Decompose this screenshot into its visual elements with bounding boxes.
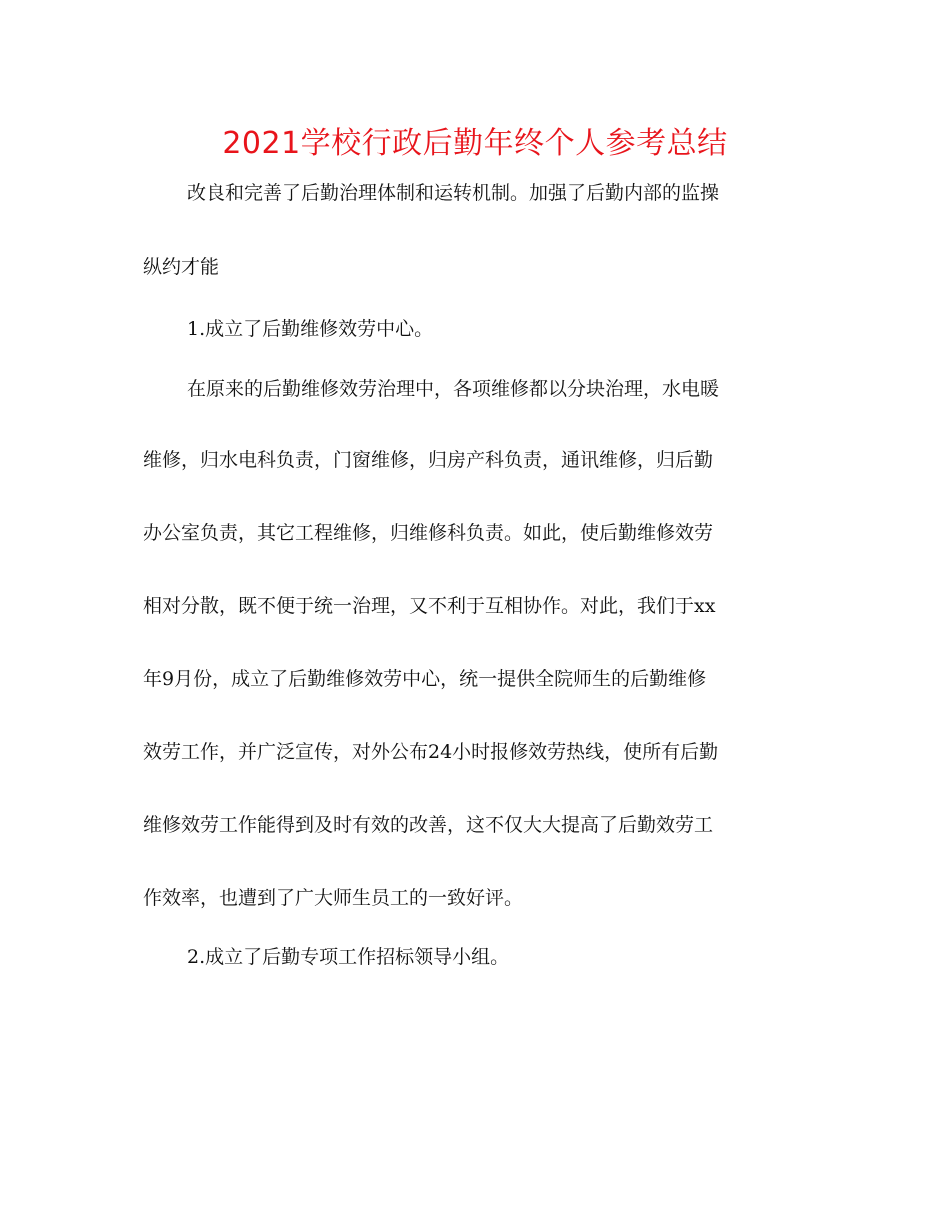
paragraph-line: 办公室负责，其它工程维修，归维修科负责。如此，使后勤维修效劳 (143, 522, 714, 544)
paragraph-line: 维修效劳工作能得到及时有效的改善，这不仅大大提高了后勤效劳工 (143, 814, 714, 836)
paragraph-line: 相对分散，既不便于统一治理，又不利于互相协作。对此，我们于xx (143, 595, 716, 617)
paragraph-line: 纵约才能 (143, 256, 220, 278)
paragraph-line: 维修，归水电科负责，门窗维修，归房产科负责，通讯维修，归后勤 (143, 449, 714, 471)
document-title: 2021学校行政后勤年终个人参考总结 (222, 126, 728, 161)
paragraph-line: 2.成立了后勤专项工作招标领导小组。 (187, 946, 510, 968)
paragraph-line: 作效率，也遭到了广大师生员工的一致好评。 (143, 887, 524, 909)
paragraph-line: 改良和完善了后勤治理体制和运转机制。加强了后勤内部的监操 (187, 182, 720, 204)
paragraph-line: 年9月份，成立了后勤维修效劳中心，统一提供全院师生的后勤维修 (143, 668, 707, 690)
paragraph-line: 在原来的后勤维修效劳治理中，各项维修都以分块治理，水电暖 (187, 378, 720, 400)
paragraph-line: 效劳工作，并广泛宣传，对外公布24小时报修效劳热线，使所有后勤 (143, 741, 719, 763)
paragraph-line: 1.成立了后勤维修效劳中心。 (187, 318, 434, 340)
